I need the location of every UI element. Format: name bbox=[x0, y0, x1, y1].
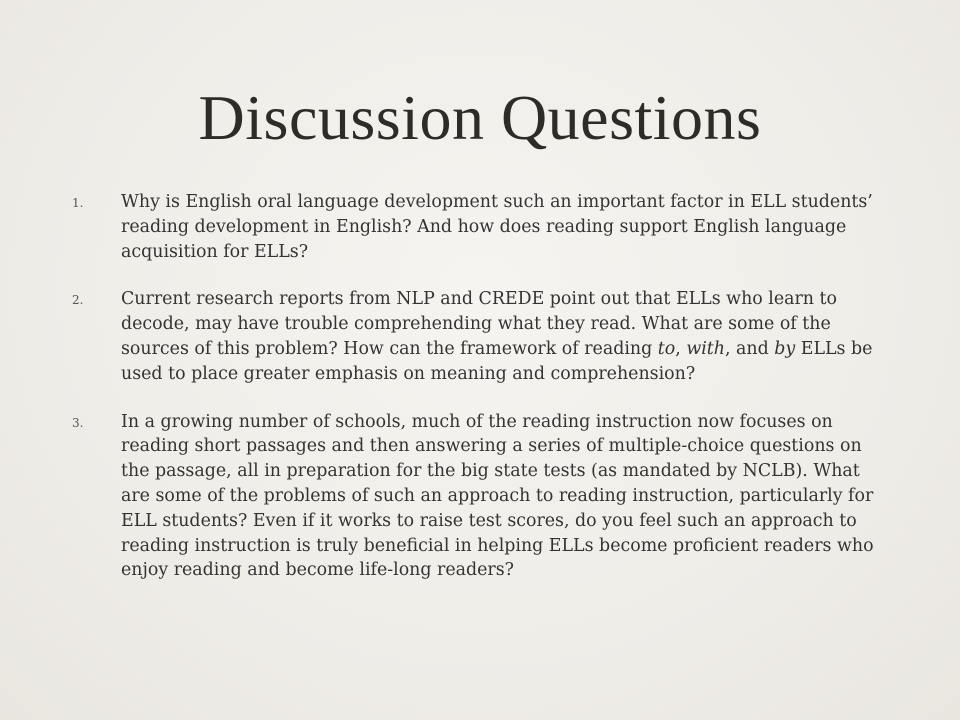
question-text-separator: , and bbox=[724, 338, 775, 359]
question-number: 3. bbox=[72, 415, 84, 430]
question-text: In a growing number of schools, much of the reading instruction now focuses on reading short passages and then answering a series of multiple-choice questions on the passage, all in preparation for the big state tests (as mandated by NCLB). What are some of the problems of such an approach to reading instruction, particularly for ELL students? Even if it works to raise test scores, do you feel such an approach to reading instruction is truly beneficial in helping ELLs become proficient readers who enjoy reading and become life-long readers? bbox=[121, 411, 874, 581]
question-text-part: ELLs be used to place greater emphasis on meaning and comprehension? bbox=[121, 338, 873, 384]
italic-word-by: by bbox=[774, 338, 796, 359]
question-text-separator: , bbox=[675, 338, 687, 359]
discussion-question-1 bbox=[72, 190, 892, 264]
discussion-question-3 bbox=[72, 410, 892, 584]
question-text-part: Current research reports from NLP and CREDE point out that ELLs who learn to decode, may have trouble comprehending what they read. What are some of the sources of this problem? How can the framework of reading bbox=[121, 289, 837, 359]
question-number: 1. bbox=[72, 196, 84, 210]
italic-word-with: with bbox=[686, 338, 725, 359]
discussion-question-2 bbox=[72, 287, 892, 386]
italic-word-to: to bbox=[657, 338, 676, 359]
discussion-question-list bbox=[72, 190, 892, 583]
question-text: Why is English oral language development such an important factor in ELL students’ reading development in English? And how does reading support English language acquisition for ELLs? bbox=[121, 192, 873, 262]
question-number: 2. bbox=[72, 293, 84, 308]
question-text bbox=[121, 287, 892, 386]
slide-title: Discussion Questions bbox=[198, 82, 762, 153]
